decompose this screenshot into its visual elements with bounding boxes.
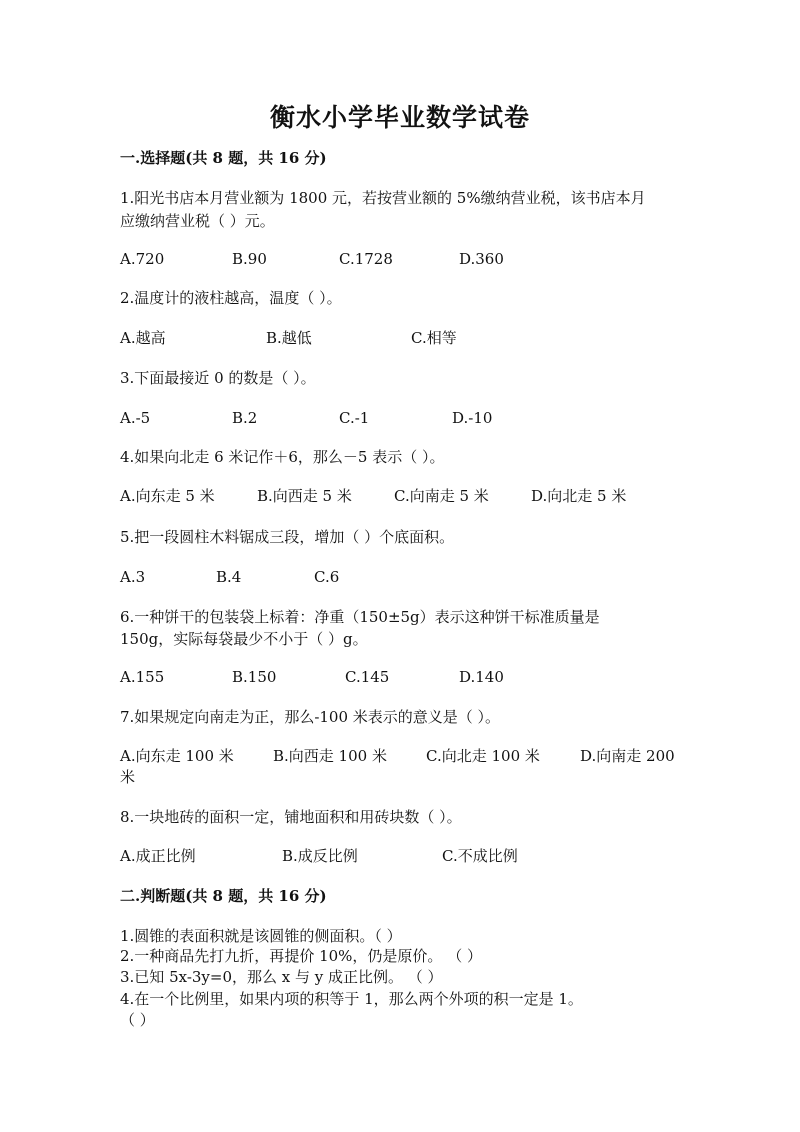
question-2-option-c: C.相等 [411,329,457,347]
question-4-text: 4.如果向北走 6 米记作＋6，那么－5 表示（ ）。 [120,448,445,466]
question-5-option-c: C.6 [314,568,340,586]
question-7-option-c: C.向北走 100 米 [426,747,540,765]
question-8-option-c: C.不成比例 [442,847,518,865]
question-3-text: 3.下面最接近 0 的数是（ ）。 [120,369,316,387]
exam-title: 衡水小学毕业数学试卷 [269,103,530,132]
question-2-option-a: A.越高 [120,329,166,347]
judgment-item-2: 2.一种商品先打九折，再提价 10%，仍是原价。 （ ） [120,947,482,965]
question-6-option-a: A.155 [120,668,165,686]
question-4-option-c: C.向南走 5 米 [394,487,489,505]
question-1-option-b: B.90 [232,250,267,268]
judgment-item-1: 1.圆锥的表面积就是该圆锥的侧面积。（ ） [120,927,402,945]
question-4-option-b: B.向西走 5 米 [257,487,352,505]
section-heading-choice: 一.选择题(共 8 题，共 16 分) [120,149,327,167]
question-8-option-a: A.成正比例 [120,847,196,865]
question-7-option-d-wrap: 米 [120,768,136,786]
question-1-option-a: A.720 [120,250,165,268]
question-6-option-c: C.145 [345,668,390,686]
section-heading-judgment: 二.判断题(共 8 题，共 16 分) [120,887,327,905]
question-7-text: 7.如果规定向南走为正，那么-100 米表示的意义是（ ）。 [120,708,501,726]
question-1-option-d: D.360 [459,250,504,268]
question-2-option-b: B.越低 [266,329,312,347]
judgment-item-3: 3.已知 5x-3y=0，那么 x 与 y 成正比例。 （ ） [120,968,443,986]
question-5-option-a: A.3 [120,568,146,586]
question-3-option-d: D.-10 [452,409,493,427]
question-3-option-a: A.-5 [120,409,151,427]
question-6-text-cont: 150g，实际每袋最少不小于（ ）g。 [120,630,368,648]
question-6-option-d: D.140 [459,668,504,686]
question-4-option-d: D.向北走 5 米 [531,487,627,505]
judgment-item-4-wrap: （ ） [120,1011,155,1029]
question-3-option-b: B.2 [232,409,258,427]
question-3-option-c: C.-1 [339,409,370,427]
question-1-option-c: C.1728 [339,250,393,268]
question-1-text: 1.阳光书店本月营业额为 1800 元，若按营业额的 5%缴纳营业税，该书店本月 [120,189,646,207]
question-8-text: 8.一块地砖的面积一定，铺地面积和用砖块数（ ）。 [120,808,462,826]
question-8-option-b: B.成反比例 [282,847,358,865]
question-7-option-a: A.向东走 100 米 [120,747,234,765]
question-6-text: 6.一种饼干的包装袋上标着：净重（150±5g）表示这种饼干标准质量是 [120,608,600,626]
question-5-option-b: B.4 [216,568,242,586]
question-7-option-b: B.向西走 100 米 [273,747,387,765]
question-5-text: 5.把一段圆柱木料锯成三段，增加（ ）个底面积。 [120,528,455,546]
question-4-option-a: A.向东走 5 米 [120,487,215,505]
question-1-text-cont: 应缴纳营业税（ ）元。 [120,212,275,230]
question-6-option-b: B.150 [232,668,277,686]
judgment-item-4: 4.在一个比例里，如果内项的积等于 1，那么两个外项的积一定是 1。 [120,990,583,1008]
question-2-text: 2.温度计的液柱越高，温度（ ）。 [120,289,342,307]
question-7-option-d: D.向南走 200 [580,747,675,765]
